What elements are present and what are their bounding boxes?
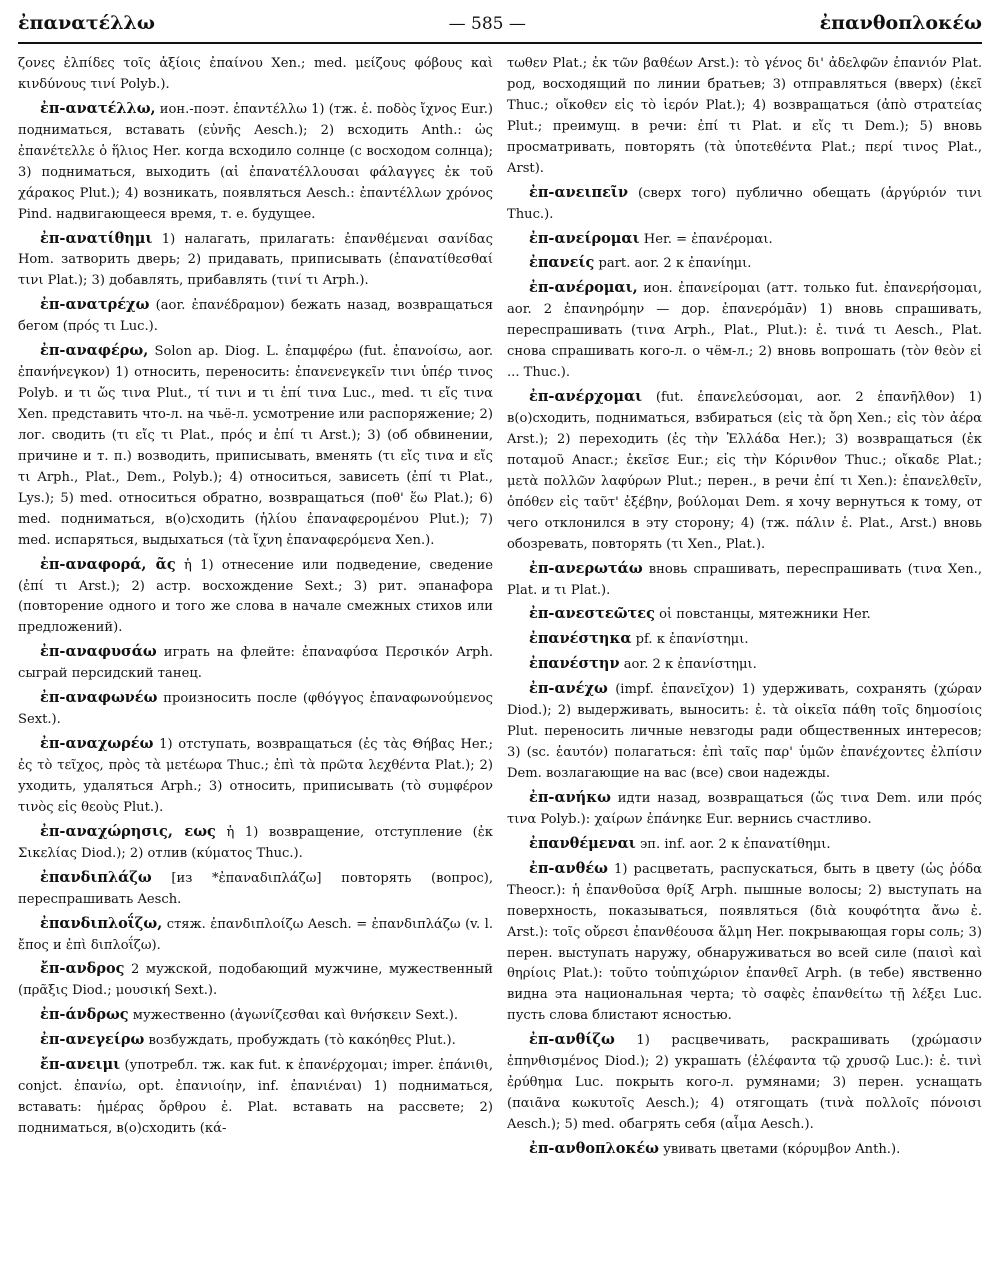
entry-definition: (impf. ἐπανεῖχον) 1) удерживать, сохранять (χώραν Diod.); 2) выдерживать, выносить: ἐ. τὰ οἰκεῖα πάθη τοῖς δημοσίοις Plut. переносить личные невзгоды ради общественных интересов; 3) (sc. ἑαυτόν) полагаться: ἐπὶ ταῖς παρ' ὑμῶν ἐπανέχοντες ἐλπίσιν Dem. возлагающие на вас (все) свои надежды. xyxy=(507,682,982,781)
dictionary-entry xyxy=(18,1003,493,1027)
entry-headword: ἐπ-ανατέλλω, xyxy=(40,99,156,117)
entry-headword: ἐπανδιπλάζω xyxy=(40,868,152,886)
entry-headword: ἐπ-ανέχω xyxy=(529,680,608,698)
entry-definition: οἱ повстанцы, мятежники Her. xyxy=(659,607,871,623)
entry-headword: ἐπ-ανατίθημι xyxy=(40,229,153,247)
dictionary-entry xyxy=(507,832,982,856)
entry-definition: ἡ 1) отнесение или подведение, сведение (ἐπί τι Arst.); 2) астр. восхождение Sext.; 3) рит. эпанафора (повторение одного и того же слова в начале смежных стихов или предложений). xyxy=(18,557,493,636)
entry-definition: 1) отступать, возвращаться (ἐς τὰς Θήβας Her.; ἐς τὸ τεῖχος, πρὸς τὰ μετέωρα Thuc.; ἐπὶ τὰ πρῶτα λεχθέντα Plat.); 2) уходить, удаляться Arph.; 3) относить, приписывать (τὸ συμφέρον τινὸς εἰς θεοὺς Plut.). xyxy=(18,737,493,815)
dictionary-entry xyxy=(18,1053,493,1140)
right-column xyxy=(507,54,982,1162)
dictionary-entry xyxy=(18,732,493,819)
dictionary-entry xyxy=(18,293,493,338)
dictionary-entry xyxy=(507,786,982,831)
entry-definition: идти назад, возвращаться (ὥς τινα Dem. или πρός τινα Polyb.): χαίρων ἐπάνηκε Eur. вернись счастливо. xyxy=(507,790,982,827)
dictionary-entry xyxy=(18,820,493,865)
dictionary-entry xyxy=(507,857,982,1028)
entry-headword: ἐπ-ανείρομαι xyxy=(529,229,640,247)
entry-definition: играть на флейте: ἐπαναφύσα Περσικόν Arph. сыграй персидский танец. xyxy=(18,645,493,682)
entry-headword: ἐπ-ανεγείρω xyxy=(40,1031,145,1049)
entry-definition: ζονες ἐλπίδες τοῖς ἀξίοις ἐπαίνου Xen.; med. μείζους φόβους καὶ κινδύνους τινί Polyb.). xyxy=(18,56,493,92)
entry-definition: (fut. ἐπανελεύσομαι, aor. 2 ἐπανῆλθον) 1) в(о)сходить, подниматься, взбираться (εἰς τὰ ὄρη Xen.; εἰς τὸν ἀέρα Arst.); 2) переходить (ἐς τὴν Ἑλλάδα Her.); 3) возвращаться (ἐκ ποταμοῦ Anacr.; ἐκεῖσε Eur.; εἰς τὴν Κόρινθον Thuc.; οἴκαδε Plat.; μετὰ πολλῶν λαφύρων Plut.; перен., в речи ἐπί τι Xen.): ἐπανελθεῖν, ὁπόθεν εἰς ταῦτ' ἐξέβην, βούλομαι Dem. я хочу вернуться к тому, от чего отклонился в эту сторону; 4) (тж. πάλιν ἐ. Plat., Arst.) вновь обозревать, повторять (τι Xen., Plat.). xyxy=(507,390,983,552)
entry-definition: 2 мужской, подобающий мужчине, мужественный (πρᾶξις Diod.; μουσική Sext.). xyxy=(18,962,493,999)
entry-headword: ἐπανέστην xyxy=(529,655,620,673)
entry-definition: (aor. ἐπανέδραμον) бежать назад, возвращаться бегом (πρός τι Luc.). xyxy=(18,298,493,335)
entry-headword: ἐπ-αναφωνέω xyxy=(40,689,158,707)
entry-definition: Her. = ἐπανέρομαι. xyxy=(643,231,773,247)
entry-definition: стяж. ἐπανδιπλοίζω Aesch. = ἐπανδιπλάζω (v. l. ἔπος и ἐπὶ διπλοΐζω). xyxy=(18,916,494,953)
entry-headword: ἐπ-ανθοπλοκέω xyxy=(529,1139,659,1157)
entry-headword: ἐπανθέμεναι xyxy=(529,834,636,852)
left-running-headword: ἐπανατέλλω xyxy=(18,12,155,34)
entry-headword: ἐπ-ανειπεῖν xyxy=(529,183,629,201)
dictionary-entry xyxy=(18,97,493,226)
entry-headword: ἐπ-ανθέω xyxy=(529,859,608,877)
dictionary-entry xyxy=(507,602,982,626)
entry-definition: возбуждать, пробуждать (τὸ κακόηθες Plut.). xyxy=(148,1033,456,1049)
entry-definition: ион.-поэт. ἐπαντέλλω 1) (тж. ἐ. ποδὸς ἴχνος Eur.) подниматься, вставать (εὐνῆς Aesch.); 2) всходить Anth.: ὡς ἐπανέτελλε ὁ ἥλιος Her. когда всходило солнце (с восходом солнца); 3) подниматься, выходить (αἱ ἐπανατέλλουσαι φάλαγγες ἐκ τοῦ χάρακος Plut.); 4) возникать, появляться Aesch.: ἐπαντέλλων χρόνος Pind. надвигающееся время, т. е. будущее. xyxy=(18,101,494,222)
entry-headword: ἔπ-ανδρος xyxy=(40,960,125,978)
entry-headword: ἐπ-ανεστεῶτες xyxy=(529,605,655,623)
entry-definition: ион. ἐπανείρομαι (атт. только fut. ἐπανερήσομαι, aor. 2 ἐπανηρόμην — дор. ἐπανερόμᾱν) 1) вновь спрашивать, переспрашивать (τινα Arph., Plat., Plut.): ἐ. τινά τι Aesch., Plat. снова спрашивать кого-л. о чём-л.; 2) вновь вопрошать (τὸν θεὸν εἰ ... Thuc.). xyxy=(507,281,982,381)
dictionary-entry xyxy=(507,1137,982,1161)
dictionary-entry xyxy=(18,54,493,96)
dictionary-entry xyxy=(507,557,982,602)
entry-headword: ἐπ-αναχώρησις, εως xyxy=(40,822,216,840)
entry-definition: aor. 2 к ἐπανίστημι. xyxy=(623,657,757,673)
dictionary-entry xyxy=(507,385,982,556)
dictionary-entry xyxy=(507,181,982,226)
entry-headword: ἐπανδιπλοΐζω, xyxy=(40,914,163,932)
dictionary-entry xyxy=(18,640,493,685)
dictionary-entry xyxy=(18,912,493,957)
dictionary-entry xyxy=(507,627,982,651)
entry-definition: (сверх того) публично обещать (ἀργύριόν τινι Thuc.). xyxy=(507,185,982,222)
entry-definition: 1) расцвечивать, раскрашивать (χρώμασιν ἐπηνθισμένος Diod.); 2) украшать (ἐλέφαντα τῷ χρυσῷ Luc.): ἐ. τινὶ ἐρύθημα Luc. покрыть кого-л. румянами; 3) перен. уснащать (παιᾶνα κωκυτοῖς Aesch.); 4) отягощать (τινὰ πολλοῖς πόνοισι Aesch.); 5) med. обагрять себя (αἷμα Aesch.). xyxy=(507,1033,982,1132)
entry-definition: part. aor. 2 к ἐπανίημι. xyxy=(598,256,752,272)
entry-definition: вновь спрашивать, переспрашивать (τινα Xen., Plat. и τι Plat.). xyxy=(507,561,982,598)
entry-definition: pf. к ἐπανίστημι. xyxy=(635,632,749,648)
entry-headword: ἐπ-ανθίζω xyxy=(529,1031,615,1049)
dictionary-entry xyxy=(18,339,493,551)
left-column xyxy=(18,54,493,1162)
entry-headword: ἐπανείς xyxy=(529,254,595,272)
dictionary-entry xyxy=(18,957,493,1002)
entry-headword: ἐπ-άνδρως xyxy=(40,1006,129,1024)
dictionary-entry xyxy=(507,54,982,180)
dictionary-entry xyxy=(507,251,982,275)
dictionary-entry xyxy=(18,866,493,911)
dictionary-entry xyxy=(507,1028,982,1136)
entry-headword: ἐπ-ανερωτάω xyxy=(529,559,643,577)
dictionary-entry xyxy=(507,276,982,384)
entry-headword: ἔπ-ανειμι xyxy=(40,1056,121,1074)
entry-headword: ἐπ-αναχωρέω xyxy=(40,735,154,753)
entry-headword: ἐπανέστηκα xyxy=(529,630,632,648)
entry-definition: Solon ap. Diog. L. ἐπαμφέρω (fut. ἐπανοίσω, aor. ἐπανήνεγκον) 1) относить, переносить: ἐπανενεγκεῖν τινι ὑπέρ τινος Polyb. и τι ὥς τινα Plut., τί τινι и τι ἐπί τινα Luc., med. τι εἴς τινα Xen. представить что-л. на чьё-л. усмотрение или распоряжение; 2) лог. сводить (τι εἴς τι Plat., πρός и ἐπί τι Arst.); 3) (об обвинении, причине и т. п.) возводить, приписывать, вменять (τι εἴς τινα и εἴς τι Arph., Plat., Dem., Polyb.); 4) относиться, зависеть (ἐπί τι Plat., Lys.); 5) med. относиться обратно, возвращаться (ποθ' ἕω Plat.); 6) med. подниматься, в(о)сходить (ἡλίου ἐπαναφερομένου Plut.); 7) med. испаряться, выдыхаться (τὰ ἴχνη ἐπαναφερόμενα Xen.). xyxy=(18,344,493,548)
entry-headword: ἐπ-ανατρέχω xyxy=(40,296,150,314)
entry-headword: ἐπ-αναφορά, ᾶς xyxy=(40,555,176,573)
entry-definition: произносить после (φθόγγος ἐπαναφωνούμενος Sext.). xyxy=(18,691,493,728)
dictionary-entry xyxy=(507,652,982,676)
entry-headword: ἐπ-ανέρομαι, xyxy=(529,279,638,297)
entry-headword: ἐπ-ανέρχομαι xyxy=(529,388,643,406)
dictionary-entry xyxy=(18,553,493,640)
entry-definition: эп. inf. aor. 2 к ἐπανατίθημι. xyxy=(639,836,831,852)
right-running-headword: ἐπανθοπλοκέω xyxy=(819,12,982,34)
page-number: — 585 — xyxy=(448,14,526,34)
dictionary-entry xyxy=(18,686,493,731)
entry-definition: [из *ἐπαναδιπλάζω] повторять (вопрос), переспрашивать Aesch. xyxy=(18,870,493,907)
entry-definition: 1) налагать, прилагать: ἐπανθέμεναι σανίδας Hom. затворить дверь; 2) придавать, приписывать (ἐπανατίθεσθαί τινι Plat.); 3) добавлять, прибавлять (τινί τι Arph.). xyxy=(18,231,493,289)
entry-definition: ἡ 1) возвращение, отступление (ἐκ Σικελίας Diod.); 2) отлив (κύματος Thuc.). xyxy=(18,824,493,861)
entry-definition: (употребл. тж. как fut. к ἐπανέρχομαι; imper. ἐπάνιθι, conjct. ἐπανίω, opt. ἐπανιοίην, inf. ἐπανιέναι) 1) подниматься, вставать: ἡμέρας ὄρθρου ἐ. Plat. вставать на рассвете; 2) подниматься, в(о)сходить (κά- xyxy=(18,1058,493,1136)
entry-definition: 1) расцветать, распускаться, быть в цвету (ὡς ῥόδα Theocr.): ἡ ἐπανθοῦσα θρίξ Arph. пышные волосы; 2) выступать на поверхность, показываться, появляться (διὰ κουφότητα ἄνω ἐ. Arst.): τοῖς οὔρεσι ἐπανθέουσα ἅλμη Her. покрывающая горы соль; 3) перен. выступать наружу, обнаруживаться во всей силе (παισὶ καὶ θηρίοις Plat.): τοῦτο τοὐπιχώριον ἐπανθεῖ Arph. (в тебе) явственно видна эта национальная черта; τὸ σαφὲς ἐπανθείτω τῇ λέξει Luc. пусть слова блистают ясностью. xyxy=(507,861,982,1024)
dictionary-entry xyxy=(507,677,982,785)
entry-definition: увивать цветами (κόρυμβον Anth.). xyxy=(663,1141,901,1157)
entry-headword: ἐπ-αναφέρω, xyxy=(40,342,149,360)
entry-definition: мужественно (ἀγωνίζεσθαι καὶ θνήσκειν Sext.). xyxy=(132,1008,459,1024)
page-header xyxy=(18,12,982,44)
entry-headword: ἐπ-ανήκω xyxy=(529,788,611,806)
entry-headword: ἐπ-αναφυσάω xyxy=(40,643,157,661)
entry-definition: τωθεν Plat.; ἐκ τῶν βαθέων Arst.): τὸ γένος δι' ἀδελφῶν ἐπανιόν Plat. род, восходящий по линии братьев; 3) отправляться (вверх) (ἐκεῖ Thuc.; οἴκοθεν εἰς τὸ ἱερόν Plat.); 4) возвращаться (ἀπὸ στρατείας Plut.; преимущ. в речи: ἐπί τι Plat. и εἴς τι Dem.); 5) вновь просматривать, повторять (τὰ ὑποτεθέντα Plat.; περί τινος Plat., Arst). xyxy=(507,56,982,176)
columns xyxy=(18,54,982,1162)
dictionary-entry xyxy=(507,227,982,251)
dictionary-entry xyxy=(18,227,493,293)
dictionary-entry xyxy=(18,1028,493,1052)
